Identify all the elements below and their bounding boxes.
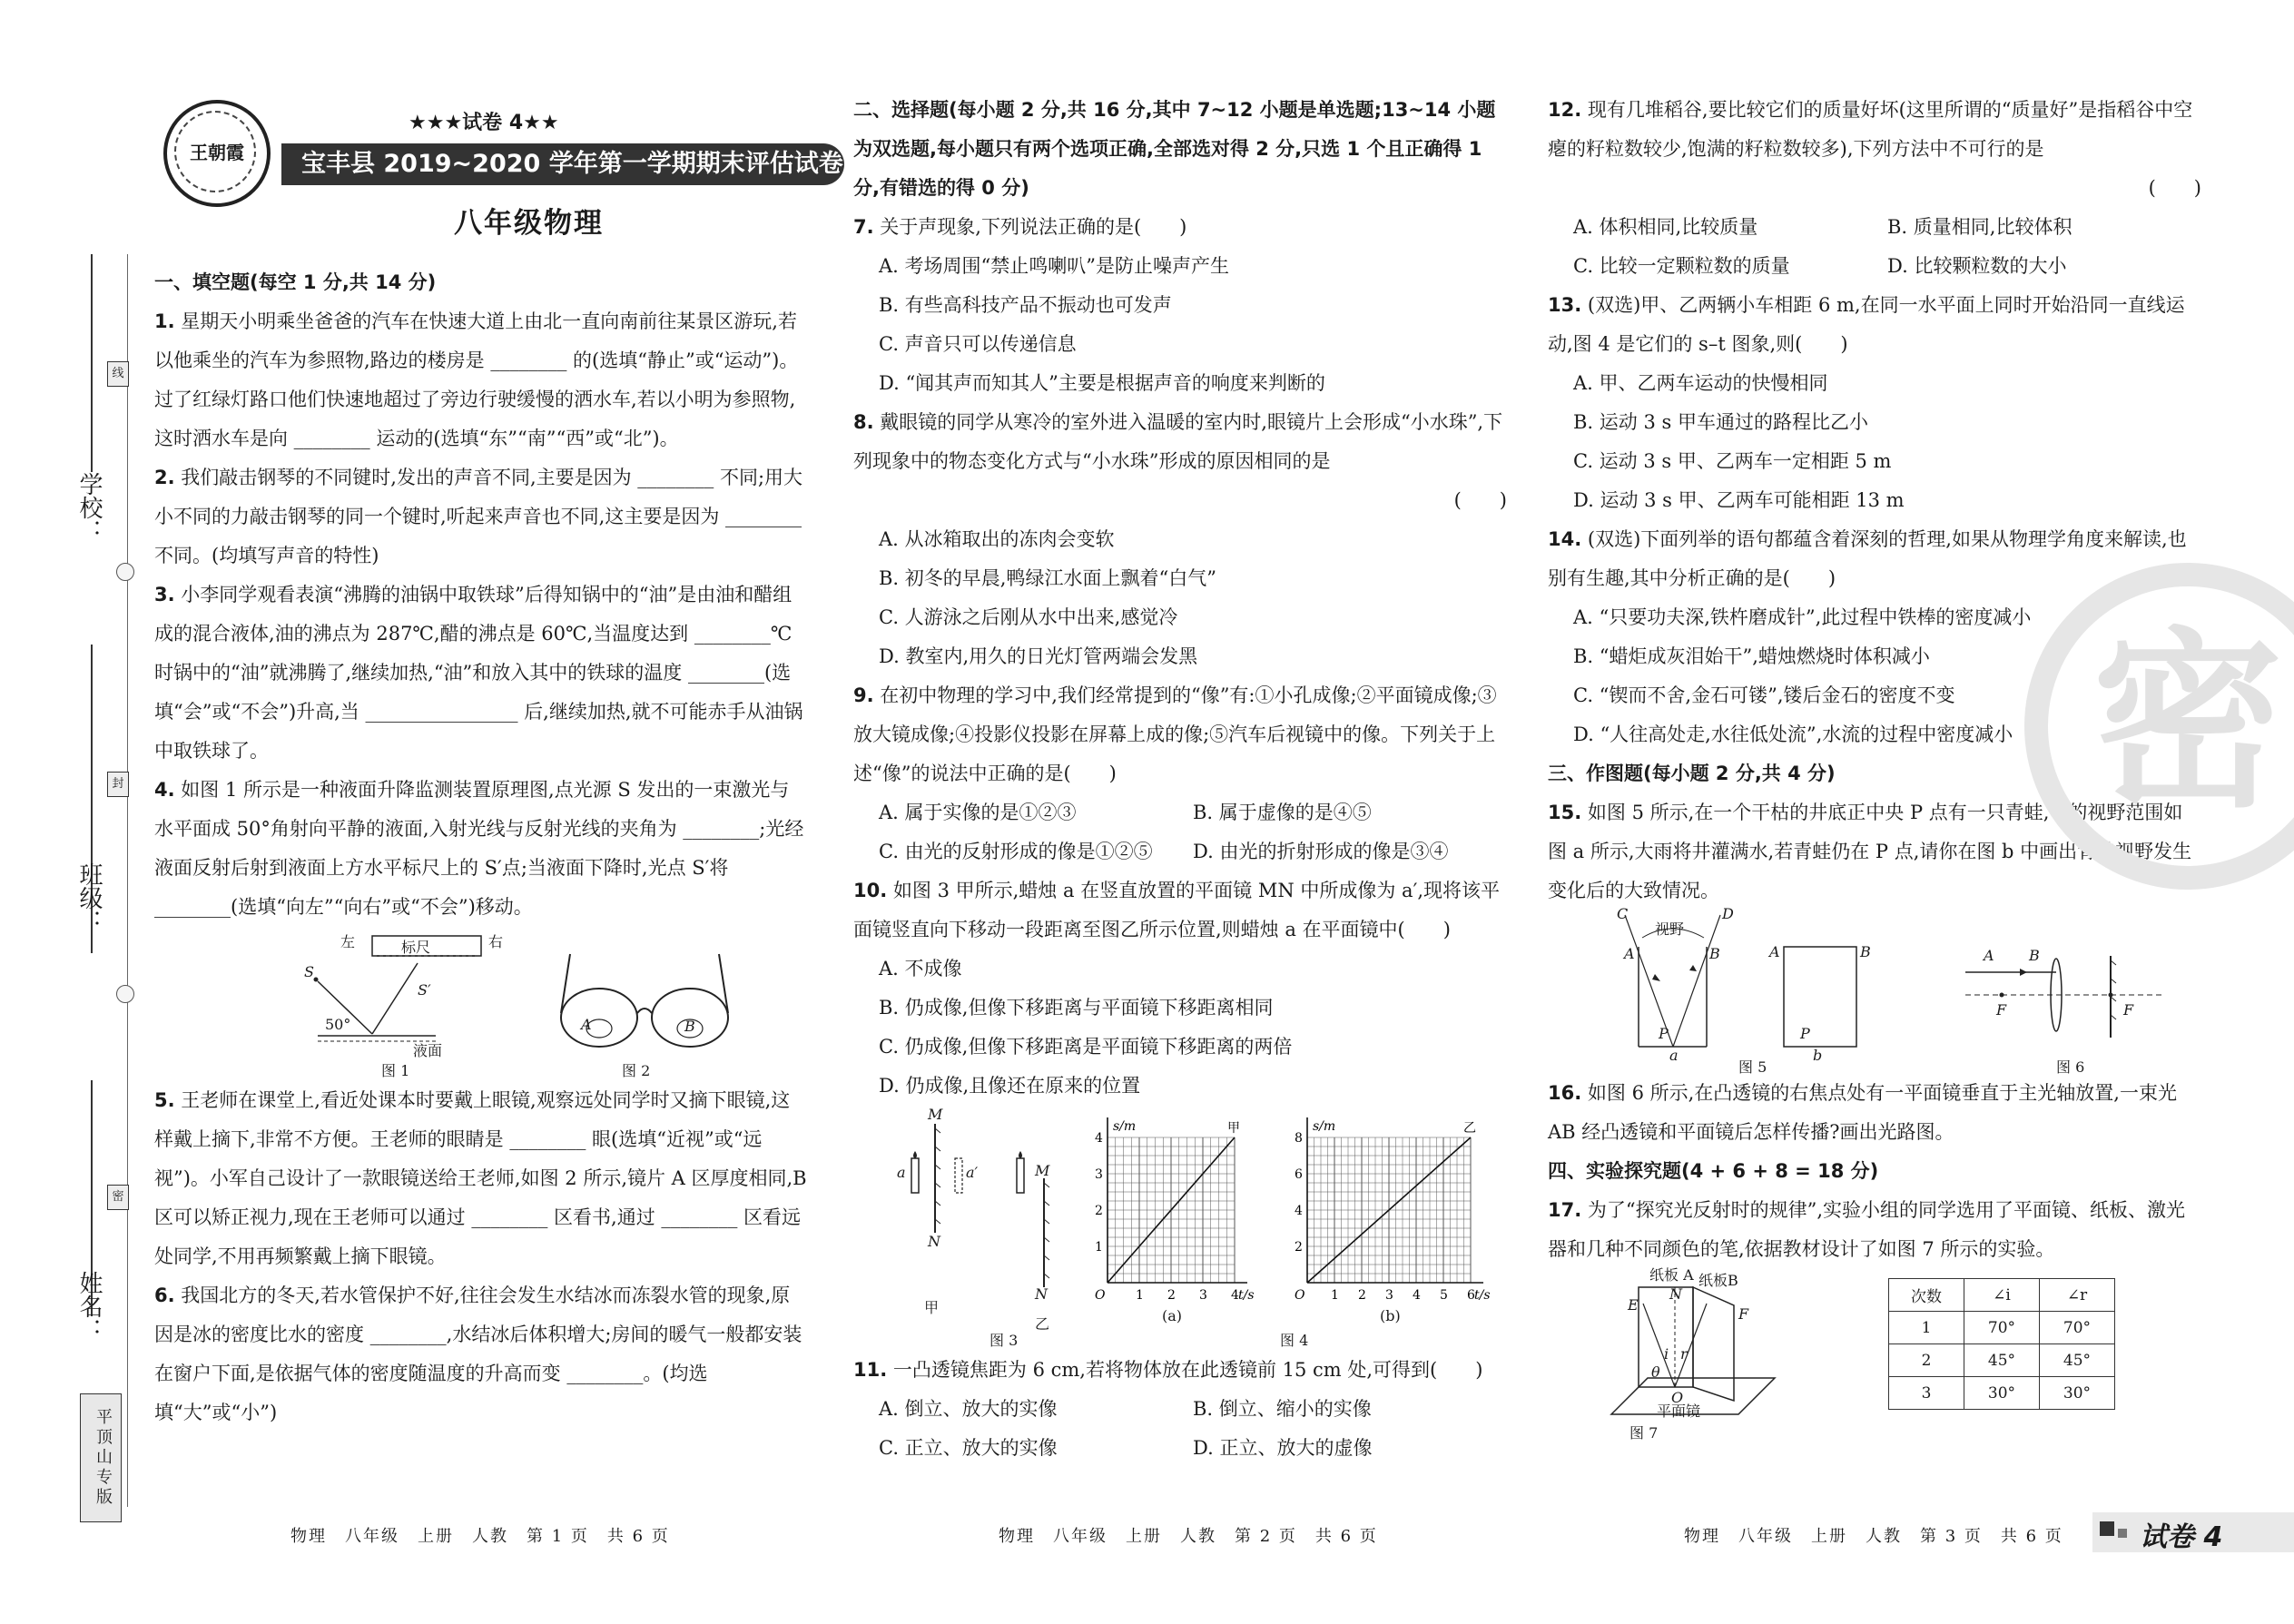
square-icon bbox=[2118, 1529, 2127, 1538]
table-cell: 45° bbox=[2040, 1344, 2115, 1377]
table-row bbox=[1889, 1377, 2115, 1410]
options-ab bbox=[879, 793, 1507, 832]
x-tick-label: 2 bbox=[1167, 1288, 1176, 1303]
question-text: 一凸透镜焦距为 6 cm,若将物体放在此透镜前 15 cm 处,可得到( ) bbox=[892, 1359, 1483, 1381]
fig4-sub-a: (a) bbox=[1162, 1307, 1183, 1324]
fig3-caption: 图 3 bbox=[989, 1332, 1019, 1349]
option-c: C. 人游泳之后刚从水中出来,感觉冷 bbox=[879, 606, 1178, 628]
title-banner bbox=[281, 143, 844, 185]
option-a: A. 属于实像的是①②③ bbox=[879, 802, 1077, 823]
option-c: C. 声音只可以传递信息 bbox=[879, 333, 1077, 355]
series-name-label: 乙 bbox=[1463, 1121, 1476, 1136]
question-3 bbox=[154, 576, 808, 771]
class-label: 班级： bbox=[75, 862, 103, 933]
question-12 bbox=[1548, 91, 2201, 169]
figure-7 bbox=[1548, 1266, 2201, 1442]
footer-paper-tag: 试卷 4 bbox=[2140, 1521, 2223, 1553]
question-5 bbox=[154, 1081, 808, 1276]
table-cell: 70° bbox=[1964, 1312, 2040, 1344]
x-tick-label: 2 bbox=[1358, 1288, 1366, 1303]
question-text: 为了“探究光反射时的规律”,实验小组的同学选用了平面镜、纸板、激光器和几种不同颜色的笔,依据教材设计了如图 7 所示的实验。 bbox=[1548, 1199, 2186, 1260]
section-1-heading: 一、填空题(每空 1 分,共 14 分) bbox=[154, 271, 437, 293]
question-1 bbox=[154, 302, 808, 458]
fig5-b-label: B bbox=[1709, 945, 1720, 962]
col2-body bbox=[853, 91, 1507, 1468]
x-tick-label: 3 bbox=[1199, 1288, 1207, 1303]
question-text: 如图 5 所示,在一个干枯的井底正中央 P 点有一只青蛙,它的视野范围如图 a 所示,大雨将井灌满水,若青蛙仍在 P 点,请你在图 b 中画出青蛙视野发生变化后的大致情况。 bbox=[1548, 802, 2192, 901]
fig5-p-label: P bbox=[1659, 1025, 1669, 1042]
question-number: 5. bbox=[154, 1089, 175, 1111]
fig7-board-b: 纸板B bbox=[1698, 1272, 1738, 1289]
y-tick-label: 1 bbox=[1095, 1240, 1103, 1255]
exam-title: 宝丰县 2019~2020 学年第一学期期末评估试卷 bbox=[301, 150, 843, 178]
fig3-jia-label: 甲 bbox=[924, 1299, 940, 1316]
fig6-f2-label: F bbox=[2123, 1001, 2134, 1019]
fig1-s-prime-label: S′ bbox=[418, 981, 431, 999]
options-cd bbox=[879, 1429, 1507, 1468]
fig4-caption: 图 4 bbox=[1280, 1332, 1309, 1349]
question-number: 10. bbox=[853, 880, 888, 901]
fig3-a-label: a bbox=[897, 1164, 906, 1181]
fig3-n2-label: N bbox=[1035, 1285, 1048, 1303]
fig3-yi-label: 乙 bbox=[1035, 1315, 1050, 1333]
options-cd bbox=[879, 832, 1507, 871]
fig6-f-label: F bbox=[1996, 1001, 2007, 1019]
x-tick-label: 1 bbox=[1331, 1288, 1339, 1303]
binding-line bbox=[127, 254, 128, 1507]
question-6 bbox=[154, 1276, 808, 1432]
x-tick-label: 6 bbox=[1467, 1288, 1475, 1303]
question-16 bbox=[1548, 1074, 2201, 1152]
page-footer: 物理 八年级 上册 人教 第 2 页 共 6 页 bbox=[999, 1527, 1378, 1546]
x-tick-label: 1 bbox=[1136, 1288, 1144, 1303]
option-a: A. “只要功夫深,铁杵磨成针”,此过程中铁棒的密度减小 bbox=[1573, 606, 2032, 628]
fig3-m-label: M bbox=[928, 1106, 943, 1123]
fig1-liquid-label: 液面 bbox=[413, 1042, 443, 1059]
question-number: 9. bbox=[853, 684, 874, 706]
y-axis-label: s/m bbox=[1113, 1119, 1137, 1134]
fig5-sub-b: b bbox=[1813, 1047, 1823, 1064]
fig5-a2-label: A bbox=[1769, 943, 1780, 960]
binding-line bbox=[91, 254, 93, 472]
y-tick-label: 2 bbox=[1095, 1204, 1103, 1218]
fig5-caption: 图 5 bbox=[1738, 1058, 1767, 1076]
option-b: B. 属于虚像的是④⑤ bbox=[1193, 802, 1372, 823]
option-c: C. 由光的反射形成的像是①②⑤ bbox=[879, 841, 1153, 862]
fig7-caption: 图 7 bbox=[1629, 1424, 1659, 1442]
fig1-angle-label: 50° bbox=[325, 1016, 351, 1033]
fig1-ruler-label: 标尺 bbox=[401, 939, 431, 956]
y-tick-label: 4 bbox=[1295, 1204, 1303, 1218]
table-row bbox=[1889, 1312, 2115, 1344]
fig5-view-label: 视野 bbox=[1655, 920, 1685, 938]
option-b: B. 初冬的早晨,鸭绿江水面上飘着“白气” bbox=[879, 567, 1216, 589]
option-d: D. 比较颗粒数的大小 bbox=[1887, 255, 2067, 277]
question-number: 3. bbox=[154, 584, 175, 605]
table-cell: 3 bbox=[1889, 1377, 1964, 1410]
fig5-d-label: D bbox=[1722, 905, 1734, 922]
fig1-caption: 图 1 bbox=[381, 1062, 410, 1079]
school-label: 学校： bbox=[75, 472, 103, 543]
binding-hole bbox=[116, 985, 134, 1003]
question-number: 16. bbox=[1548, 1082, 1582, 1104]
question-8 bbox=[853, 403, 1507, 481]
question-text: 我国北方的冬天,若水管保护不好,往往会发生水结冰而冻裂水管的现象,原因是冰的密度比水的密度 ________,水结冰后体积增大;房间的暖气一般都安装在窗户下面,是依据气体的密度随温度的升高而变 ________。(均选填“大”或“小”) bbox=[154, 1284, 802, 1423]
page-footer: 物理 八年级 上册 人教 第 3 页 共 6 页 bbox=[1684, 1527, 2063, 1546]
fig1-right-label: 右 bbox=[488, 933, 504, 950]
y-tick-label: 8 bbox=[1295, 1131, 1303, 1146]
table-header: ∠r bbox=[2040, 1279, 2115, 1312]
question-text: 我们敲击钢琴的不同键时,发出的声音不同,主要是因为 ________ 不同;用大小不同的力敲击钢琴的同一个键时,听起来声音也不同,这主要是因为 ________ 不同。(均填写声音的特性) bbox=[154, 467, 803, 566]
question-17 bbox=[1548, 1191, 2201, 1269]
fig6-a-label: A bbox=[1984, 947, 1994, 964]
question-text: 在初中物理的学习中,我们经常提到的“像”有:①小孔成像;②平面镜成像;③放大镜成像;④投影仪投影在屏幕上成的像;⑤汽车后视镜中的像。下列关于上述“像”的说法中正确的是( ) bbox=[853, 684, 1497, 784]
figures-3-4 bbox=[853, 1106, 1507, 1351]
table-cell: 45° bbox=[1964, 1344, 2040, 1377]
page-footer: 物理 八年级 上册 人教 第 1 页 共 6 页 bbox=[290, 1527, 670, 1546]
section-2-heading: 二、选择题(每小题 2 分,共 16 分,其中 7~12 小题是单选题;13~14 小题为双选题,每小题只有两个选项正确,全部选对得 2 分,只选 1 个且正确得 1 分,有错选的得 0 分) bbox=[853, 99, 1496, 199]
figures-1-2 bbox=[154, 927, 808, 1081]
origin-label: O bbox=[1295, 1288, 1305, 1303]
origin-label: O bbox=[1095, 1288, 1106, 1303]
fig3-m2-label: M bbox=[1035, 1162, 1050, 1179]
question-number: 6. bbox=[154, 1284, 175, 1306]
question-4 bbox=[154, 771, 808, 927]
table-header: 次数 bbox=[1889, 1279, 1964, 1312]
figure-1-diagram bbox=[154, 927, 808, 1081]
fig7-e-label: E bbox=[1628, 1296, 1639, 1314]
y-tick-label: 2 bbox=[1295, 1240, 1303, 1255]
question-13 bbox=[1548, 286, 2201, 364]
option-a: A. 甲、乙两车运动的快慢相同 bbox=[1573, 372, 1828, 394]
seal-seal-mark: 封 bbox=[107, 772, 129, 797]
option-b: B. 有些高科技产品不振动也可发声 bbox=[879, 294, 1172, 316]
footer-tag-bar bbox=[2092, 1512, 2294, 1552]
question-10 bbox=[853, 871, 1507, 950]
x-tick-label: 3 bbox=[1385, 1288, 1393, 1303]
table-header: ∠i bbox=[1964, 1279, 2040, 1312]
table-cell: 30° bbox=[2040, 1377, 2115, 1410]
fig5-p2-label: P bbox=[1800, 1025, 1810, 1042]
logo bbox=[163, 100, 271, 207]
option-d: D. 运动 3 s 甲、乙两车可能相距 13 m bbox=[1573, 489, 1905, 511]
fig7-n-label: N bbox=[1669, 1285, 1682, 1303]
fig1-s-label: S bbox=[304, 963, 314, 980]
fig7-f-label: F bbox=[1738, 1305, 1749, 1323]
question-text: 如图 3 甲所示,蜡烛 a 在竖直放置的平面镜 MN 中所成像为 a′,现将该平面镜竖直向下移动一段距离至图乙所示位置,则蜡烛 a 在平面镜中( ) bbox=[853, 880, 1501, 940]
table-row bbox=[1889, 1344, 2115, 1377]
options-ab bbox=[879, 1390, 1507, 1429]
option-c: C. “锲而不舍,金石可镂”,镂后金石的密度不变 bbox=[1573, 684, 1955, 706]
paper-label-text: 试卷 4 bbox=[462, 112, 524, 134]
fig5-b2-label: B bbox=[1860, 943, 1871, 960]
fig7-i-label: i bbox=[1664, 1345, 1669, 1363]
question-text: 王老师在课堂上,看近处课本时要戴上眼镜,观察远处同学时又摘下眼镜,这样戴上摘下,非常不方便。王老师的眼睛是 ________ 眼(选填“近视”或“远视”)。小军自己设计了一款眼镜送给王老师,如图 2 所示,镜片 A 区厚度相同,B 区可以矫正视力,现在王老师可以通过 ________ 区看书,通过 ________ 区看远处同学,不用再频繁戴上摘下眼镜。 bbox=[154, 1089, 807, 1267]
question-text: 如图 1 所示是一种液面升降监测装置原理图,点光源 S 发出的一束激光与水平面成 50°角射向平静的液面,入射光线与反射光线的夹角为 ________;光经液面反射后射到液面上方水平标尺上的 S′点;当液面下降时,光点 S′将 ________(选填“向左”“向右”或“不会”)移动。 bbox=[154, 779, 804, 918]
x-tick-label: 4 bbox=[1413, 1288, 1421, 1303]
question-text: 关于声现象,下列说法正确的是( ) bbox=[880, 216, 1187, 238]
fig2-b-label: B bbox=[684, 1018, 695, 1035]
option-b: B. 仍成像,但像下移距离与平面镜下移距离相同 bbox=[879, 997, 1274, 1019]
question-number: 2. bbox=[154, 467, 175, 488]
option-c: C. 比较一定颗粒数的质量 bbox=[1573, 255, 1790, 277]
table-cell: 2 bbox=[1889, 1344, 1964, 1377]
table-cell: 30° bbox=[1964, 1377, 2040, 1410]
fig6-b-label: B bbox=[2029, 947, 2040, 964]
subject-title: 八年级物理 bbox=[454, 207, 604, 240]
chart-a bbox=[1080, 1106, 1262, 1314]
fig6-caption: 图 6 bbox=[2056, 1058, 2085, 1076]
option-d: D. “人往高处走,水往低处流”,水流的过程中密度减小 bbox=[1573, 723, 2013, 745]
figures-5-6 bbox=[1548, 905, 2201, 1076]
option-d: D. 仍成像,且像还在原来的位置 bbox=[879, 1075, 1141, 1097]
square-icon bbox=[2100, 1521, 2114, 1536]
question-7 bbox=[853, 208, 1507, 247]
option-d: D. “闻其声而知其人”主要是根据声音的响度来判断的 bbox=[879, 372, 1325, 394]
option-c: C. 正立、放大的实像 bbox=[879, 1437, 1058, 1459]
question-text: (双选)甲、乙两辆小车相距 6 m,在同一水平面上同时开始沿同一直线运动,图 4 是它们的 s–t 图象,则( ) bbox=[1548, 294, 2185, 355]
fig7-mirror-label: 平面镜 bbox=[1657, 1403, 1701, 1420]
fig2-a-label: A bbox=[581, 1016, 592, 1033]
question-text: 星期天小明乘坐爸爸的汽车在快速大道上由北一直向南前往某景区游玩,若以他乘坐的汽车为参照物,路边的楼房是 ________ 的(选填“静止”或“运动”)。过了红绿灯路口他们快速地超过了旁边行驶缓慢的洒水车,若以小明为参照物,这时洒水车是向 ________ 运动的(选填“东”“南”“西”或“北”)。 bbox=[154, 310, 799, 449]
y-tick-label: 4 bbox=[1095, 1131, 1103, 1146]
option-b: B. 运动 3 s 甲车通过的路程比乙小 bbox=[1573, 411, 1868, 433]
reflection-data-table bbox=[1888, 1278, 2115, 1410]
name-label: 姓名： bbox=[75, 1271, 103, 1342]
question-text: 戴眼镜的同学从寒冷的室外进入温暖的室内时,眼镜片上会形成“小水珠”,下列现象中的物态变化方式与“小水珠”形成的原因相同的是 bbox=[853, 411, 1503, 472]
x-axis-label: t/s bbox=[1238, 1288, 1255, 1303]
fig2-caption: 图 2 bbox=[622, 1062, 651, 1079]
question-text: 如图 6 所示,在凸透镜的右焦点处有一平面镜垂直于主光轴放置,一束光 AB 经凸透镜和平面镜后怎样传播?画出光路图。 bbox=[1548, 1082, 2177, 1143]
question-number: 4. bbox=[154, 779, 175, 801]
y-axis-label: s/m bbox=[1313, 1119, 1336, 1134]
table-cell: 1 bbox=[1889, 1312, 1964, 1344]
fig7-o-label: O bbox=[1671, 1389, 1684, 1406]
y-tick-label: 3 bbox=[1095, 1167, 1103, 1182]
logo-text: 王朝霞 bbox=[190, 142, 244, 163]
options-cd bbox=[1573, 247, 2201, 286]
question-number: 1. bbox=[154, 310, 175, 332]
table-header-row bbox=[1889, 1279, 2115, 1312]
fig7-r-label: r bbox=[1680, 1345, 1688, 1363]
fig1-left-label: 左 bbox=[340, 933, 356, 950]
fig7-board-a: 纸板 A bbox=[1649, 1266, 1694, 1284]
question-number: 15. bbox=[1548, 802, 1582, 823]
option-a: A. 从冰箱取出的冻肉会变软 bbox=[879, 528, 1115, 550]
figure-5-6-diagram bbox=[1548, 910, 2201, 1074]
question-11 bbox=[853, 1351, 1507, 1390]
option-d: D. 正立、放大的虚像 bbox=[1193, 1437, 1373, 1459]
option-a: A. 倒立、放大的实像 bbox=[879, 1398, 1058, 1420]
option-d: D. 教室内,用久的日光灯管两端会发黑 bbox=[879, 645, 1198, 667]
option-d: D. 由光的折射形成的像是③④ bbox=[1193, 841, 1449, 862]
option-c: C. 仍成像,但像下移距离是平面镜下移距离的两倍 bbox=[879, 1036, 1293, 1058]
answer-paren: ( ) bbox=[1453, 489, 1507, 511]
option-c: C. 运动 3 s 甲、乙两车一定相距 5 m bbox=[1573, 450, 1892, 472]
fig5-c-label: C bbox=[1617, 905, 1629, 922]
fig7-theta-label: θ bbox=[1651, 1363, 1660, 1381]
watermark-stamp: 密 bbox=[2024, 563, 2294, 890]
y-tick-label: 6 bbox=[1295, 1167, 1303, 1182]
option-b: B. “蜡炬成灰泪始干”,蜡烛燃烧时体积减小 bbox=[1573, 645, 1930, 667]
fig5-sub-a: a bbox=[1669, 1047, 1679, 1064]
x-tick-label: 5 bbox=[1440, 1288, 1448, 1303]
edition-tag: 平顶山专版 bbox=[80, 1393, 122, 1522]
question-number: 7. bbox=[853, 216, 874, 238]
seal-secret-mark: 密 bbox=[107, 1185, 129, 1210]
question-number: 14. bbox=[1548, 528, 1582, 550]
option-b: B. 质量相同,比较体积 bbox=[1887, 216, 2072, 238]
question-number: 13. bbox=[1548, 294, 1582, 316]
chart-b bbox=[1280, 1106, 1498, 1314]
option-a: A. 体积相同,比较质量 bbox=[1573, 216, 1758, 238]
question-2 bbox=[154, 458, 808, 576]
option-a: A. 不成像 bbox=[879, 958, 962, 979]
options-ab bbox=[1573, 208, 2201, 247]
question-9 bbox=[853, 676, 1507, 793]
question-text: (双选)下面列举的语句都蕴含着深刻的哲理,如果从物理学角度来解读,也别有生趣,其中分析正确的是( ) bbox=[1548, 528, 2187, 589]
col1-body bbox=[154, 263, 808, 1432]
seal-line-mark: 线 bbox=[107, 361, 129, 387]
section-3-heading: 三、作图题(每小题 2 分,共 4 分) bbox=[1548, 763, 1836, 784]
question-number: 8. bbox=[853, 411, 874, 433]
paper-label: ★★★试卷 4★★ bbox=[409, 112, 559, 134]
table-cell: 70° bbox=[2040, 1312, 2115, 1344]
fig3-a-prime-label: a′ bbox=[966, 1164, 979, 1181]
x-tick-label: 4 bbox=[1231, 1288, 1239, 1303]
question-text: 小李同学观看表演“沸腾的油锅中取铁球”后得知锅中的“油”是由油和醋组成的混合液体,油的沸点为 287℃,醋的沸点是 60℃,当温度达到 ________℃时锅中的“油”就沸腾了,继续加热,“油”和放入其中的铁球的温度 ________(选填“会”或“不会”)升高,当 ________________ 后,继续加热,就不可能赤手从油锅中取铁球了。 bbox=[154, 584, 803, 762]
binding-hole bbox=[116, 563, 134, 581]
question-text: 现有几堆稻谷,要比较它们的质量好坏(这里所谓的“质量好”是指稻谷中空瘪的籽粒数较少,饱满的籽粒数较多),下列方法中不可行的是 bbox=[1548, 99, 2193, 160]
question-number: 12. bbox=[1548, 99, 1582, 121]
answer-paren: ( ) bbox=[2148, 177, 2201, 199]
section-4-heading: 四、实验探究题(4 + 6 + 8 = 18 分) bbox=[1548, 1160, 1879, 1182]
question-number: 17. bbox=[1548, 1199, 1582, 1221]
fig3-n-label: N bbox=[928, 1233, 940, 1250]
series-name-label: 甲 bbox=[1227, 1121, 1240, 1136]
question-number: 11. bbox=[853, 1359, 888, 1381]
option-b: B. 倒立、缩小的实像 bbox=[1193, 1398, 1372, 1420]
fig5-a-label: A bbox=[1624, 945, 1635, 962]
fig4-sub-b: (b) bbox=[1380, 1307, 1401, 1324]
x-axis-label: t/s bbox=[1474, 1288, 1491, 1303]
option-a: A. 考场周围“禁止鸣喇叭”是防止噪声产生 bbox=[879, 255, 1229, 277]
